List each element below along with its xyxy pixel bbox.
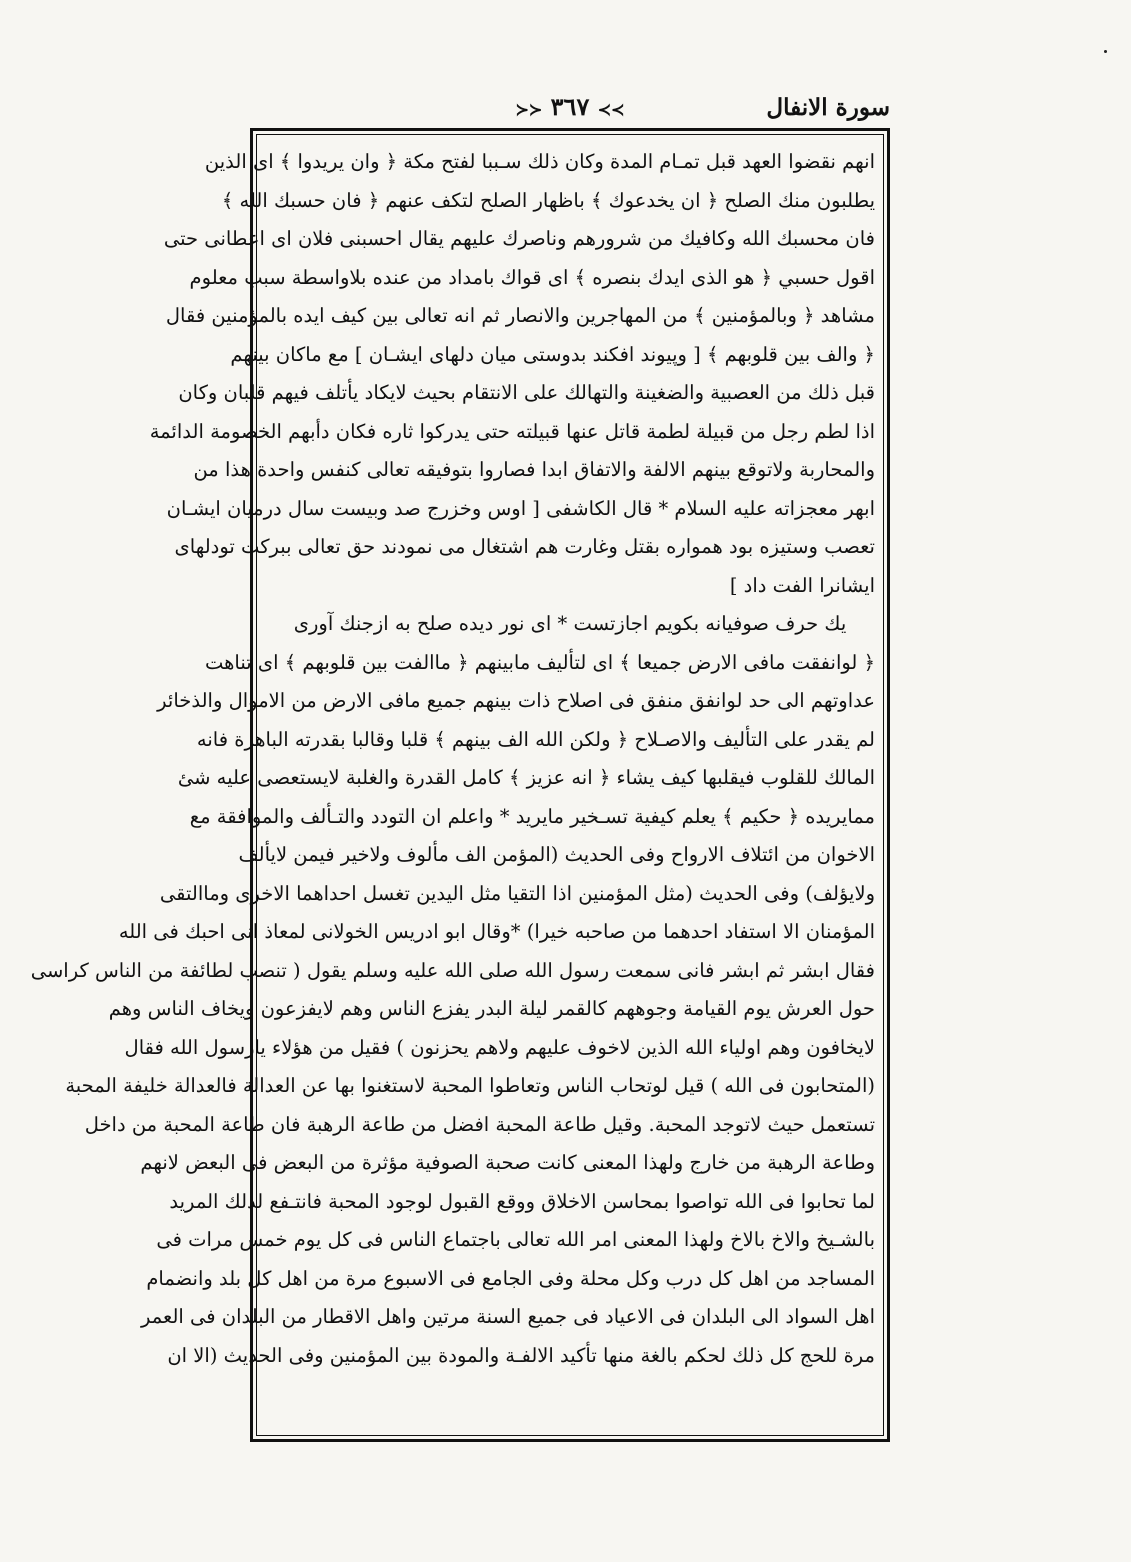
- ornament-icon: ≺≺: [515, 100, 543, 119]
- text-line: لما تحابوا فى الله تواصوا بمحاسن الاخلاق ووقع القبول لوجود المحبة فانتـفع لذلك المريد: [169, 1189, 875, 1213]
- text-line: اقول حسبي ﴿ هو الذى ايدك بنصره ﴾ اى قواك بامداد من عنده بلاواسطة سبب معلوم: [189, 265, 875, 289]
- text-line: ﴿ والف بين قلوبهم ﴾ [ وپيوند افكند بدوستى ميان دلهاى ايشـان ] مع ماكان بينهم: [230, 342, 875, 366]
- text-line: ابهر معجزاته عليه السلام * قال الكاشفى [ اوس وخزرج صد وبيست سال درميان ايشـان: [166, 496, 875, 520]
- text-line: المالك للقلوب فيقلبها كيف يشاء ﴿ انه عزيز ﴾ كامل القدرة والغلبة لايستعصى عليه شئ: [177, 766, 875, 789]
- text-line: المؤمنان الا استفاد احدهما من صاحبه خيرا) *وقال ابو ادريس الخولانى لمعاذ انى احبك فى الله: [118, 920, 875, 943]
- text-line: ولايؤلف) وفى الحديث (مثل المؤمنين اذا التقيا مثل اليدين تغسل احداهما الاخرى وماالتقى: [159, 881, 875, 905]
- speck: [1104, 50, 1107, 53]
- text-line: وطاعة الرهبة من خارج ولهذا المعنى كانت صحبة الصوفية مؤثرة من البعض فى البعض لانهم: [140, 1151, 875, 1174]
- text-line: يطلبون منك الصلح ﴿ ان يخدعوك ﴾ باظهار الصلح لتكف عنهم ﴿ فان حسبك الله ﴾: [221, 188, 875, 212]
- text-line: حول العرش يوم القيامة وجوههم كالقمر ليلة البدر يفزع الناس وهم لايفزعون ويخاف الناس وهم: [108, 997, 875, 1020]
- page-number-value: ٣٦٧: [550, 92, 590, 121]
- page-number: [515, 92, 624, 121]
- text-line: ايشانرا الفت داد ]: [729, 573, 875, 597]
- text-line: ممايريده ﴿ حكيم ﴾ يعلم كيفية تسـخير مايريد * واعلم ان التودد والتـألف والموافقة مع: [189, 804, 875, 828]
- text-line: اهل السواد الى البلدان فى الاعياد فى جميع السنة مرتين واهل الاقطار من البلدان فى العمر: [141, 1305, 875, 1328]
- text-line: تعصب وستيزه بود همواره بقتل وغارت هم اشتغال مى نمودند حق تعالى ببركت تودلهاى: [174, 535, 875, 558]
- text-line: عداوتهم الى حد لوانفق منفق فى اصلاح ذات بينهم جميع مافى الارض من الاموال والذخائر: [157, 689, 875, 712]
- text-line: لم يقدر على التأليف والاصـلاح ﴿ ولكن الله الف بينهم ﴾ قلبا وقالبا بقدرته الباهرة فانه: [196, 727, 875, 751]
- text-line: مرة للحج كل ذلك لحكم بالغة منها تأكيد الالفـة والمودة بين المؤمنين وفى الحديث (الا ان: [167, 1343, 875, 1367]
- text-line: الاخوان من ائتلاف الارواح وفى الحديث (المؤمن الف مألوف ولاخير فيمن لايألف: [238, 843, 875, 866]
- text-line: مشاهد ﴿ وبالمؤمنين ﴾ من المهاجرين والانصار ثم انه تعالى بين كيف ايده بالمؤمنين فقال: [165, 304, 875, 327]
- text-line: فقال ابشر ثم ابشر فانى سمعت رسول الله صلى الله عليه وسلم يقول ( تنصب لطائفة من الناس كراسى: [30, 958, 875, 982]
- text-line: المساجد من اهل كل درب وكل محلة وفى الجامع فى الاسبوع مرة من اهل كل بلد وانضمام: [146, 1266, 875, 1290]
- text-body: [30, 143, 875, 1375]
- text-line: (المتحابون فى الله ) قيل لوتحاب الناس وتعاطوا المحبة لاستغنوا بها عن العدالة فالعدالة خليفة المحبة: [65, 1074, 875, 1097]
- ornament-icon: ≻≻: [597, 100, 625, 119]
- text-line: انهم نقضوا العهد قبل تمـام المدة وكان ذلك سـببا لفتح مكة ﴿ وان يريدوا ﴾ اى الذين: [204, 150, 875, 173]
- text-line: بالشـيخ والاخ بالاخ ولهذا المعنى امر الله تعالى باجتماع الناس فى كل يوم خمس مرات فى: [156, 1228, 875, 1251]
- text-line: اذا لطم رجل من قبيلة لطمة قاتل عنها قبيلته حتى يدركوا ثاره فكان دأبهم الخصومة الدائمة: [149, 419, 875, 443]
- text-line: تستعمل حيث لاتوجد المحبة. وقيل طاعة المحبة افضل من طاعة الرهبة فان طاعة المحبة من داخل: [84, 1112, 875, 1136]
- text-line: والمحاربة ولاتوقع بينهم الالفة والاتفاق ابدا فصاروا بتوفيقه تعالى كنفس واحدة هذا من: [193, 458, 875, 481]
- text-line: فان محسبك الله وكافيك من شرورهم وناصرك عليهم يقال احسبنى فلان اى اعطانى حتى: [163, 227, 875, 250]
- text-line: لايخافون وهم اولياء الله الذين لاخوف عليهم ولاهم يحزنون ) فقيل من هؤلاء يارسول الله فقال: [124, 1035, 875, 1059]
- text-line: يك حرف صوفيانه بكويم اجازتست * اى نور ديده صلح به ازجنك آورى: [293, 612, 847, 635]
- surah-title: سورة الانفال: [766, 94, 890, 121]
- page-header: [250, 92, 890, 126]
- text-line: قبل ذلك من العصبية والضغينة والتهالك على الانتقام بحيث لايكاد يأتلف فيهم قلبان وكان: [178, 381, 875, 404]
- text-frame: [30, 128, 890, 1442]
- text-line: ﴿ لوانفقت مافى الارض جميعا ﴾ اى لتأليف مابينهم ﴿ ماالفت بين قلوبهم ﴾ اى تناهت: [205, 650, 875, 674]
